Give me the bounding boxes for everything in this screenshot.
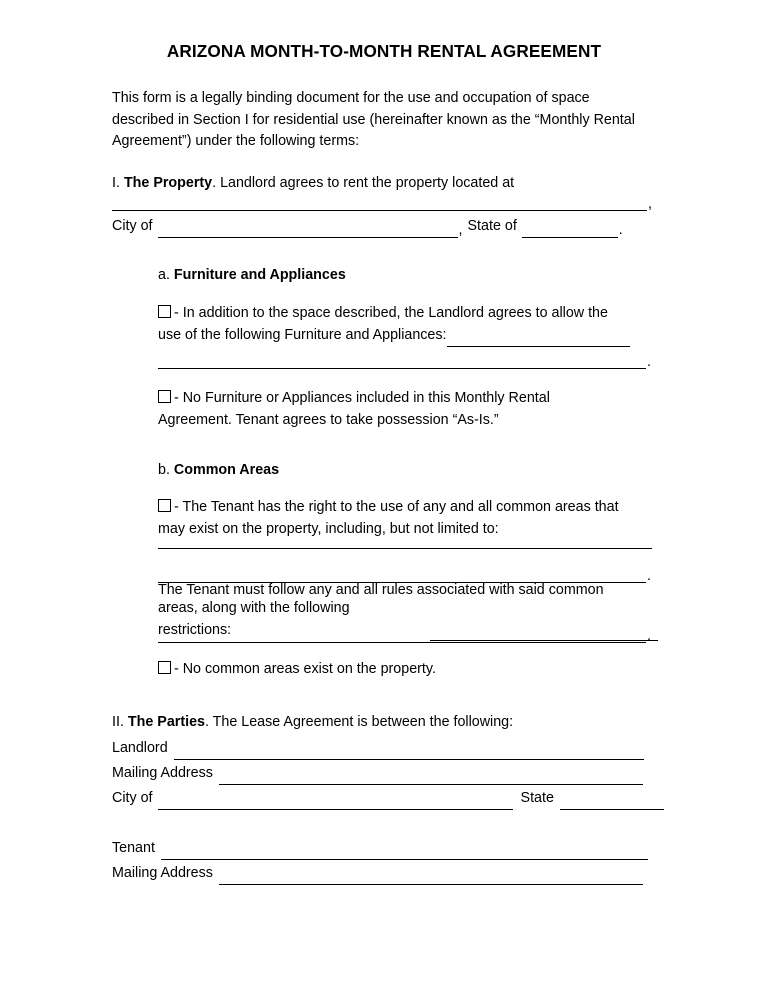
landlord-city-label: City of	[112, 790, 153, 806]
common-areas-has-option[interactable]	[158, 497, 668, 519]
checkbox-common-areas-has-icon[interactable]	[158, 499, 171, 512]
common-areas-blank-row-1	[158, 548, 658, 549]
common-areas-has-text-line2: may exist on the property, including, but not limited to:	[158, 521, 499, 537]
landlord-city-state-row	[112, 788, 672, 810]
landlord-mailing-label: Mailing Address	[112, 765, 213, 781]
furniture-included-line2-row	[158, 325, 658, 347]
section-parties-lead: . The Lease Agreement is between the following:	[204, 714, 514, 730]
tenant-name-row	[112, 838, 672, 860]
furniture-included-option[interactable]	[158, 303, 658, 325]
landlord-state-input-line[interactable]	[560, 809, 664, 810]
property-state-tail: .	[618, 222, 623, 239]
tenant-name-label: Tenant	[112, 840, 155, 856]
tenant-mailing-row	[112, 863, 672, 885]
checkbox-furniture-none-icon[interactable]	[158, 390, 171, 403]
common-areas-restrictions-row-2	[158, 629, 658, 643]
tenant-mailing-label: Mailing Address	[112, 865, 213, 881]
furniture-none-text-line1: - No Furniture or Appliances included in this Monthly Rental	[174, 390, 550, 406]
common-areas-blank-tail: .	[647, 568, 651, 584]
property-city-separator: ,	[458, 222, 463, 239]
common-areas-none-text: - No common areas exist on the property.	[174, 661, 436, 677]
furniture-heading: Furniture and Appliances	[173, 267, 346, 283]
section-parties-heading: The Parties	[127, 714, 205, 730]
property-state-label: State of	[467, 218, 517, 234]
property-address-line-tail: ,	[648, 196, 652, 212]
property-address-line-row	[112, 197, 652, 211]
property-city-input-line[interactable]	[158, 237, 458, 238]
property-city-label: City of	[112, 218, 153, 234]
common-areas-has-line2	[158, 519, 658, 541]
furniture-subheading-line	[158, 265, 346, 287]
common-areas-rules-text-line2: areas, along with the following restrictions:	[158, 600, 350, 638]
common-areas-heading: Common Areas	[173, 462, 280, 478]
checkbox-furniture-included-icon[interactable]	[158, 305, 171, 318]
landlord-mailing-input-line[interactable]	[219, 784, 643, 785]
tenant-name-input-line[interactable]	[161, 859, 648, 860]
section-property-numeral: I.	[112, 175, 120, 191]
common-areas-restrictions-input-line-2[interactable]	[158, 642, 646, 643]
furniture-continuation-tail: .	[647, 354, 651, 370]
common-areas-rules-text-line1: The Tenant must follow any and all rules associated with said common	[158, 582, 604, 598]
common-areas-none-option[interactable]	[158, 659, 658, 681]
page-title: ARIZONA MONTH-TO-MONTH RENTAL AGREEMENT	[166, 41, 602, 61]
section-property-lead: . Landlord agrees to rent the property located at	[212, 175, 515, 191]
landlord-name-row	[112, 738, 672, 760]
furniture-included-text-line1: - In addition to the space described, the Landlord agrees to allow the	[174, 305, 608, 321]
section-parties-numeral: II.	[112, 714, 124, 730]
intro-paragraph: This form is a legally binding document for the use and occupation of space described in Section I for residential use (hereinafter known as the “Monthly Rental Agreement”) under the following terms:	[112, 90, 635, 150]
common-areas-input-line-1[interactable]	[158, 548, 652, 549]
landlord-name-input-line[interactable]	[174, 759, 644, 760]
section-parties-heading-line	[112, 712, 652, 734]
property-state-input-line[interactable]	[522, 237, 618, 238]
property-address-input-line[interactable]	[112, 210, 647, 211]
common-areas-subheading-line	[158, 460, 279, 482]
common-areas-letter: b.	[158, 462, 170, 478]
section-property-heading-line	[112, 173, 652, 195]
landlord-mailing-row	[112, 763, 672, 785]
checkbox-common-areas-none-icon[interactable]	[158, 661, 171, 674]
furniture-letter: a.	[158, 267, 170, 283]
section-property-heading: The Property	[123, 175, 213, 191]
landlord-state-label: State	[520, 790, 554, 806]
furniture-list-input-line-1[interactable]	[447, 346, 630, 347]
furniture-none-option[interactable]	[158, 388, 658, 410]
furniture-continuation-row	[158, 355, 658, 369]
furniture-none-text-line2: Agreement. Tenant agrees to take possession “As-Is.”	[158, 412, 499, 428]
common-areas-restrictions-tail: .	[647, 628, 651, 644]
property-city-state-row	[112, 216, 672, 238]
landlord-name-label: Landlord	[112, 740, 168, 756]
furniture-list-input-line-2[interactable]	[158, 368, 646, 369]
tenant-mailing-input-line[interactable]	[219, 884, 643, 885]
landlord-city-input-line[interactable]	[158, 809, 513, 810]
furniture-none-line2	[158, 410, 658, 432]
common-areas-has-text-line1: - The Tenant has the right to the use of any and all common areas that	[174, 499, 619, 515]
furniture-included-text-line2: use of the following Furniture and Appliances:	[158, 327, 447, 343]
